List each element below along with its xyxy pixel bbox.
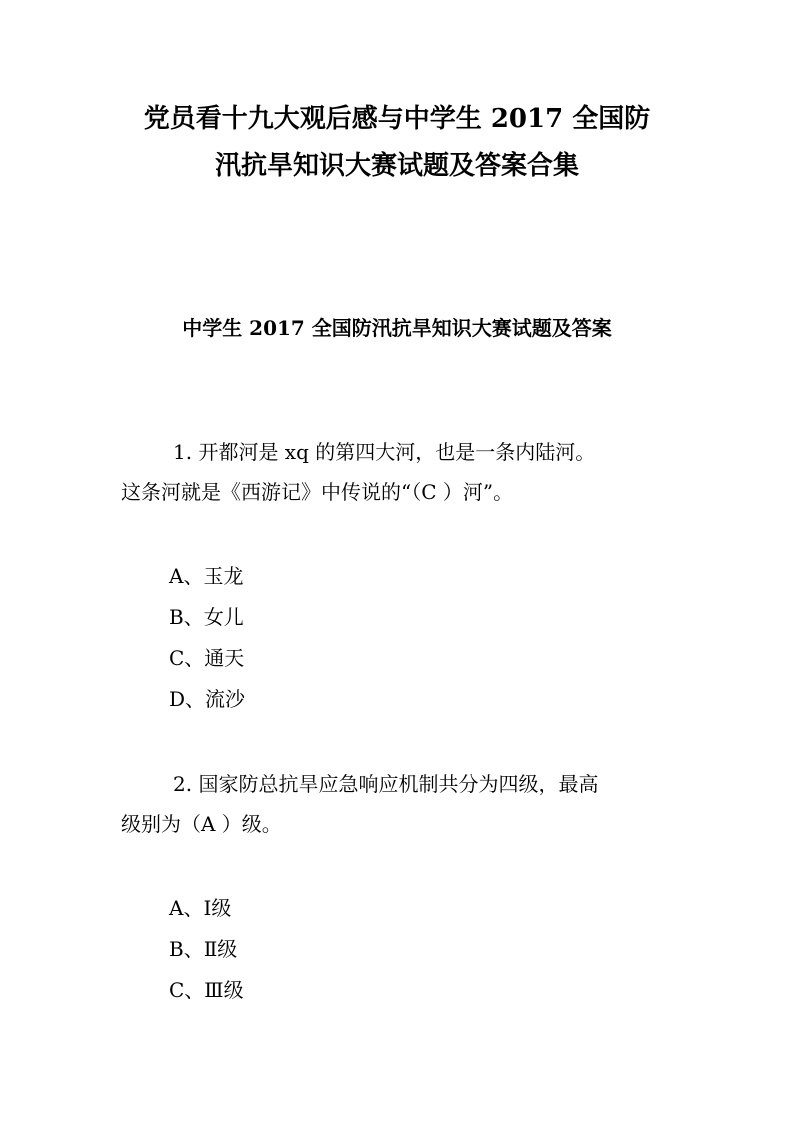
question-1-option-c: C、通天 (169, 646, 245, 670)
question-2-options (169, 888, 669, 1011)
question-1 (121, 432, 681, 512)
document-title (110, 96, 684, 190)
question-2-option-c: C、Ⅲ级 (169, 978, 244, 1002)
question-2-text-line-2: 级别为（A ）级。 (121, 812, 282, 836)
question-1-option-d: D、流沙 (169, 687, 246, 711)
document-title-line-2: 汛抗旱知识大赛试题及答案合集 (214, 151, 579, 181)
question-2-text-line-1: 2. 国家防总抗旱应急响应机制共分为四级，最高 (173, 772, 599, 796)
question-2-option-a: A、Ⅰ级 (169, 896, 232, 920)
question-1-option-b: B、女儿 (169, 605, 244, 629)
question-1-options (169, 556, 669, 720)
document-title-line-1: 党员看十九大观后感与中学生 2017 全国防 (143, 104, 651, 134)
question-2 (121, 764, 681, 844)
section-subtitle: 中学生 2017 全国防汛抗旱知识大赛试题及答案 (182, 316, 612, 340)
question-2-option-b: B、Ⅱ级 (169, 937, 238, 961)
question-1-option-a: A、玉龙 (169, 564, 244, 588)
question-1-text-line-1: 1. 开都河是 xq 的第四大河，也是一条内陆河。 (173, 440, 596, 464)
question-1-text-line-2: 这条河就是《西游记》中传说的“（C ）河”。 (121, 480, 514, 504)
